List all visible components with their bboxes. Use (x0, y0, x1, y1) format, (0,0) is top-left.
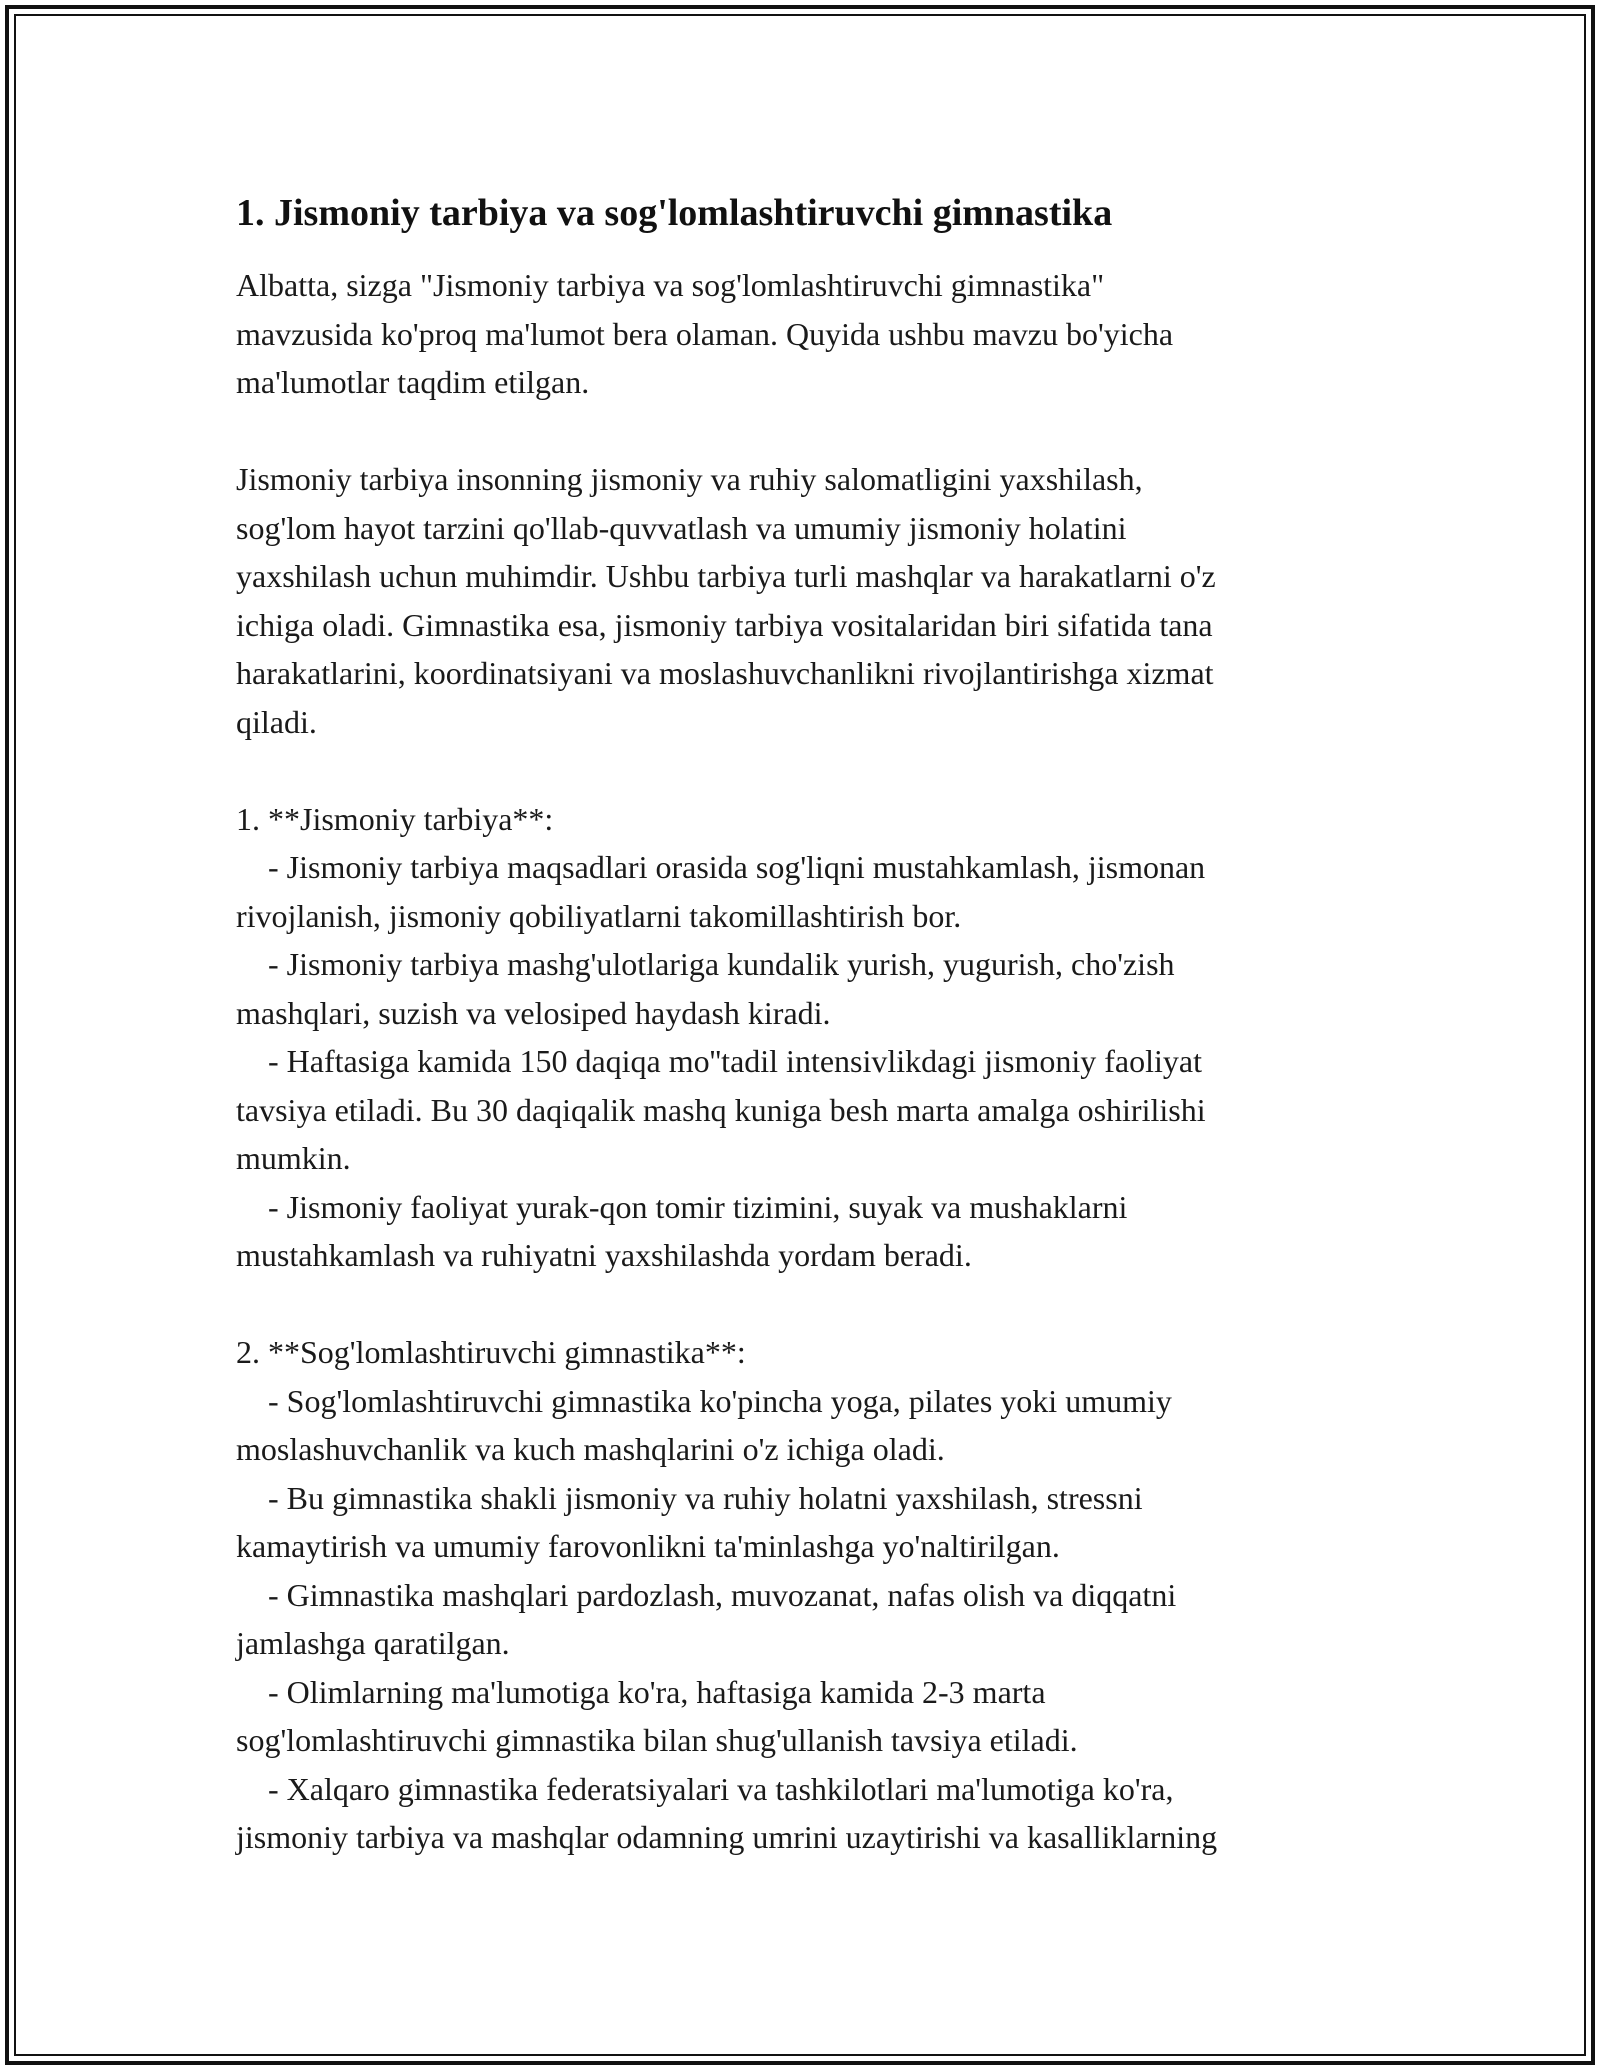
text-line: sog'lomlashtiruvchi gimnastika bilan shug'ullanish tavsiya etiladi. (236, 1722, 1078, 1758)
document-body (236, 185, 1376, 1862)
text-line: harakatlarini, koordinatsiyani va moslashuvchanlikni rivojlantirishga xizmat (236, 655, 1214, 691)
document-title: 1. Jismoniy tarbiya va sog'lomlashtiruvchi gimnastika (236, 192, 1113, 234)
text-line: mashqlari, suzish va velosiped haydash kiradi. (236, 994, 831, 1031)
document-text (236, 261, 1376, 1862)
text-line: mumkin. (236, 1140, 351, 1176)
text-line: sog'lom hayot tarzini qo'llab-quvvatlash va umumiy jismoniy holatini (236, 509, 1127, 546)
text-line: - Bu gimnastika shakli jismoniy va ruhiy holatni yaxshilash, stressni (236, 1479, 1143, 1516)
text-line: mustahkamlash va ruhiyatni yaxshilashda yordam beradi. (236, 1237, 972, 1273)
paragraph-gap (236, 746, 1376, 795)
text-line: Jismoniy tarbiya insonning jismoniy va ruhiy salomatligini yaxshilash, (236, 461, 1143, 497)
text-line: mavzusida ko'proq ma'lumot bera olaman. Quyida ushbu mavzu bo'yicha (236, 315, 1174, 352)
text-line: - Haftasiga kamida 150 daqiqa mo''tadil intensivlikdagi jismoniy faoliyat (236, 1043, 1202, 1079)
text-line: 1. **Jismoniy tarbiya**: (236, 800, 554, 837)
text-line: - Olimlarning ma'lumotiga ko'ra, haftasiga kamida 2-3 marta (236, 1673, 1046, 1710)
text-line: jismoniy tarbiya va mashqlar odamning umrini uzaytirishi va kasalliklarning (236, 1819, 1218, 1855)
text-line: 2. **Sog'lomlashtiruvchi gimnastika**: (236, 1334, 746, 1370)
text-line: yaxshilash uchun muhimdir. Ushbu tarbiya turli mashqlar va harakatlarni o'z (236, 558, 1216, 594)
text-line: - Jismoniy faoliyat yurak-qon tomir tizimini, suyak va mushaklarni (236, 1188, 1128, 1225)
text-line: - Sog'lomlashtiruvchi gimnastika ko'pincha yoga, pilates yoki umumiy (236, 1382, 1172, 1419)
text-line: - Jismoniy tarbiya mashg'ulotlariga kundalik yurish, yugurish, cho'zish (236, 946, 1175, 982)
text-line: qiladi. (236, 703, 317, 740)
text-line: - Jismoniy tarbiya maqsadlari orasida sog'liqni mustahkamlash, jismonan (236, 849, 1206, 885)
text-line: rivojlanish, jismoniy qobiliyatlarni takomillashtirish bor. (236, 897, 962, 934)
paragraph-gap (236, 407, 1376, 456)
text-line: moslashuvchanlik va kuch mashqlarini o'z ichiga oladi. (236, 1431, 945, 1467)
text-line: jamlashga qaratilgan. (236, 1625, 510, 1661)
text-line: kamaytirish va umumiy farovonlikni ta'minlashga yo'naltirilgan. (236, 1528, 1060, 1564)
paragraph-gap (236, 1280, 1376, 1329)
text-line: - Xalqaro gimnastika federatsiyalari va tashkilotlari ma'lumotiga ko'ra, (236, 1770, 1174, 1807)
text-line: ichiga oladi. Gimnastika esa, jismoniy tarbiya vositalaridan biri sifatida tana (236, 606, 1213, 643)
text-line: - Gimnastika mashqlari pardozlash, muvozanat, nafas olish va diqqatni (236, 1576, 1177, 1613)
text-line: ma'lumotlar taqdim etilgan. (236, 364, 590, 400)
text-line: tavsiya etiladi. Bu 30 daqiqalik mashq kuniga besh marta amalga oshirilishi (236, 1091, 1206, 1128)
text-line: Albatta, sizga "Jismoniy tarbiya va sog'lomlashtiruvchi gimnastika" (236, 267, 1105, 303)
